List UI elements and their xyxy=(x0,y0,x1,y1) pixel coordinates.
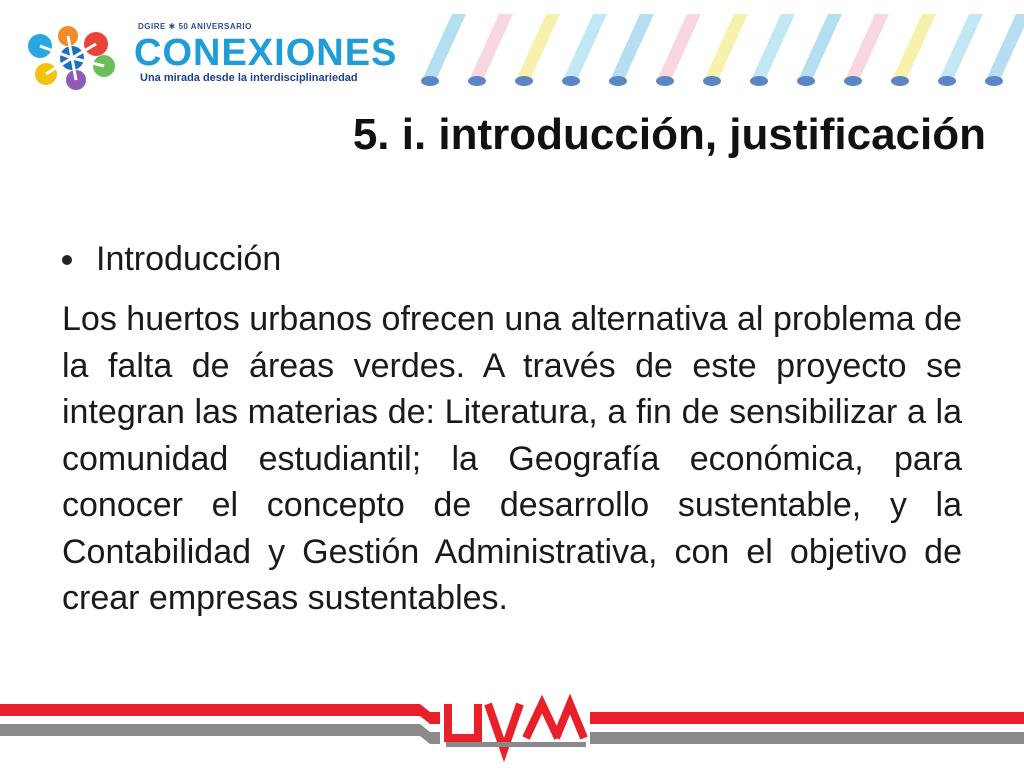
footer-banner xyxy=(0,690,1024,768)
header-dot xyxy=(938,76,956,86)
logo-anniversary-text: DGIRE ✱ 50 ANIVERSARIO xyxy=(138,22,252,31)
header-dot xyxy=(421,76,439,86)
header-dot xyxy=(656,76,674,86)
body-paragraph: Los huertos urbanos ofrecen una alternativa al problema de la falta de áreas verdes. A través de este proyecto se integran las materias de: Literatura, a fin de sensibilizar a la comunidad estudiantil; la Geografía económica, para conocer el concepto de desarrollo sustentable, y la Contabilidad y Gestión Administrativa, con el objetivo de crear empresas sustentables. xyxy=(62,300,962,617)
header-dot xyxy=(468,76,486,86)
header-dot xyxy=(609,76,627,86)
header-dot xyxy=(515,76,533,86)
bullet-text: Introducción xyxy=(96,240,282,278)
bullet-dot-icon xyxy=(62,255,72,265)
slide-title: 5. i. introducción, justificación xyxy=(352,110,986,159)
header-stripe xyxy=(563,14,607,80)
header-stripe xyxy=(939,14,983,80)
uvaa-logo-icon xyxy=(440,700,590,754)
bullet-item xyxy=(62,240,281,279)
header-stripe xyxy=(798,14,842,80)
header-dot xyxy=(797,76,815,86)
logo-name: CONEXIONES xyxy=(134,32,398,74)
logo-tagline: Una mirada desde la interdisciplinariedad xyxy=(140,72,358,84)
header-dot xyxy=(703,76,721,86)
header-stripe xyxy=(892,14,936,80)
header-stripe xyxy=(516,14,560,80)
header-dot xyxy=(891,76,909,86)
header-stripe xyxy=(469,14,513,80)
header-stripe xyxy=(422,14,466,80)
header-dot xyxy=(985,76,1003,86)
header-stripe xyxy=(704,14,748,80)
header-stripe-pattern xyxy=(412,10,1024,90)
header-stripe xyxy=(751,14,795,80)
header-dot xyxy=(562,76,580,86)
header-dot xyxy=(750,76,768,86)
header-dot xyxy=(844,76,862,86)
header-stripe xyxy=(610,14,654,80)
network-logo-icon xyxy=(18,22,128,92)
header-stripe xyxy=(657,14,701,80)
conexiones-logo xyxy=(18,22,398,92)
header-stripe xyxy=(986,14,1024,80)
header-stripe xyxy=(845,14,889,80)
